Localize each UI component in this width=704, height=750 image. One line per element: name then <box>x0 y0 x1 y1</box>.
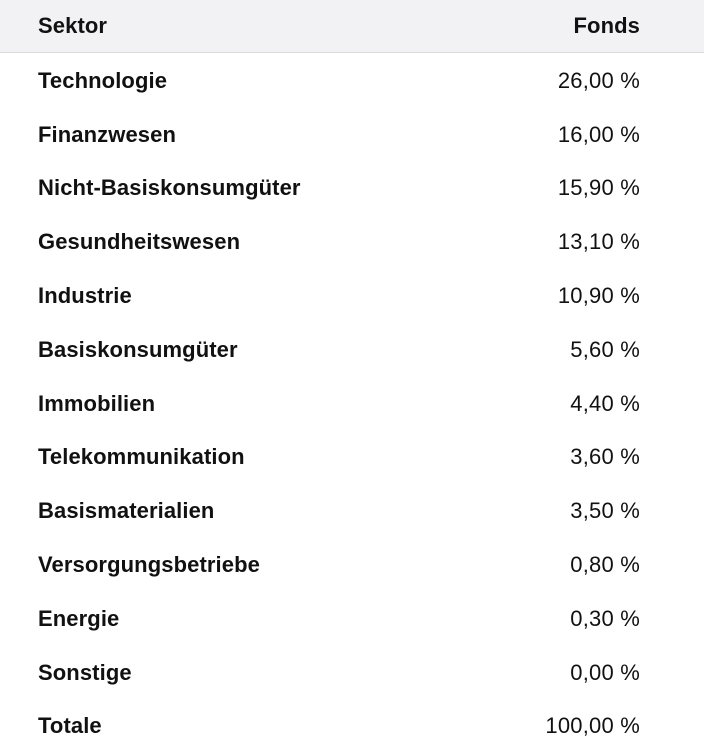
table-row <box>0 54 704 108</box>
fund-value: 26,00 % <box>557 67 640 93</box>
sector-name: Gesundheitswesen <box>38 229 241 255</box>
fund-value: 15,90 % <box>557 175 640 201</box>
sector-name: Industrie <box>38 283 132 309</box>
table-row <box>0 377 704 431</box>
sector-name: Versorgungsbetriebe <box>38 552 260 578</box>
sector-name: Energie <box>38 605 120 631</box>
table-row <box>0 592 704 646</box>
sector-name: Basismaterialien <box>38 498 215 524</box>
fund-value: 13,10 % <box>557 229 640 255</box>
fund-column-header: Fonds <box>573 13 640 38</box>
sector-column-header: Sektor <box>38 13 108 38</box>
fund-value: 16,00 % <box>557 121 640 147</box>
total-label: Totale <box>38 713 102 739</box>
fund-value: 0,80 % <box>570 552 640 578</box>
fund-value: 0,00 % <box>570 659 640 685</box>
table-body <box>0 54 704 750</box>
sector-name: Technologie <box>38 67 168 93</box>
fund-value: 3,60 % <box>570 444 640 470</box>
total-row <box>0 700 704 750</box>
total-value: 100,00 % <box>545 713 640 739</box>
fund-value: 0,30 % <box>570 605 640 631</box>
table-row <box>0 484 704 538</box>
table-row <box>0 323 704 377</box>
table-row <box>0 269 704 323</box>
table-row <box>0 646 704 700</box>
table-row <box>0 108 704 162</box>
table-row <box>0 162 704 216</box>
fund-value: 4,40 % <box>570 390 640 416</box>
sector-name: Nicht-Basiskonsumgüter <box>38 175 301 201</box>
table-row <box>0 538 704 592</box>
table-header <box>0 0 704 53</box>
table-row <box>0 215 704 269</box>
sector-name: Telekommunikation <box>38 444 245 470</box>
sector-name: Immobilien <box>38 390 156 416</box>
fund-value: 10,90 % <box>557 283 640 309</box>
sector-name: Basiskonsumgüter <box>38 336 238 362</box>
sector-name: Sonstige <box>38 659 132 685</box>
table-row <box>0 431 704 485</box>
fund-value: 3,50 % <box>570 498 640 524</box>
fund-value: 5,60 % <box>570 336 640 362</box>
sector-name: Finanzwesen <box>38 121 177 147</box>
